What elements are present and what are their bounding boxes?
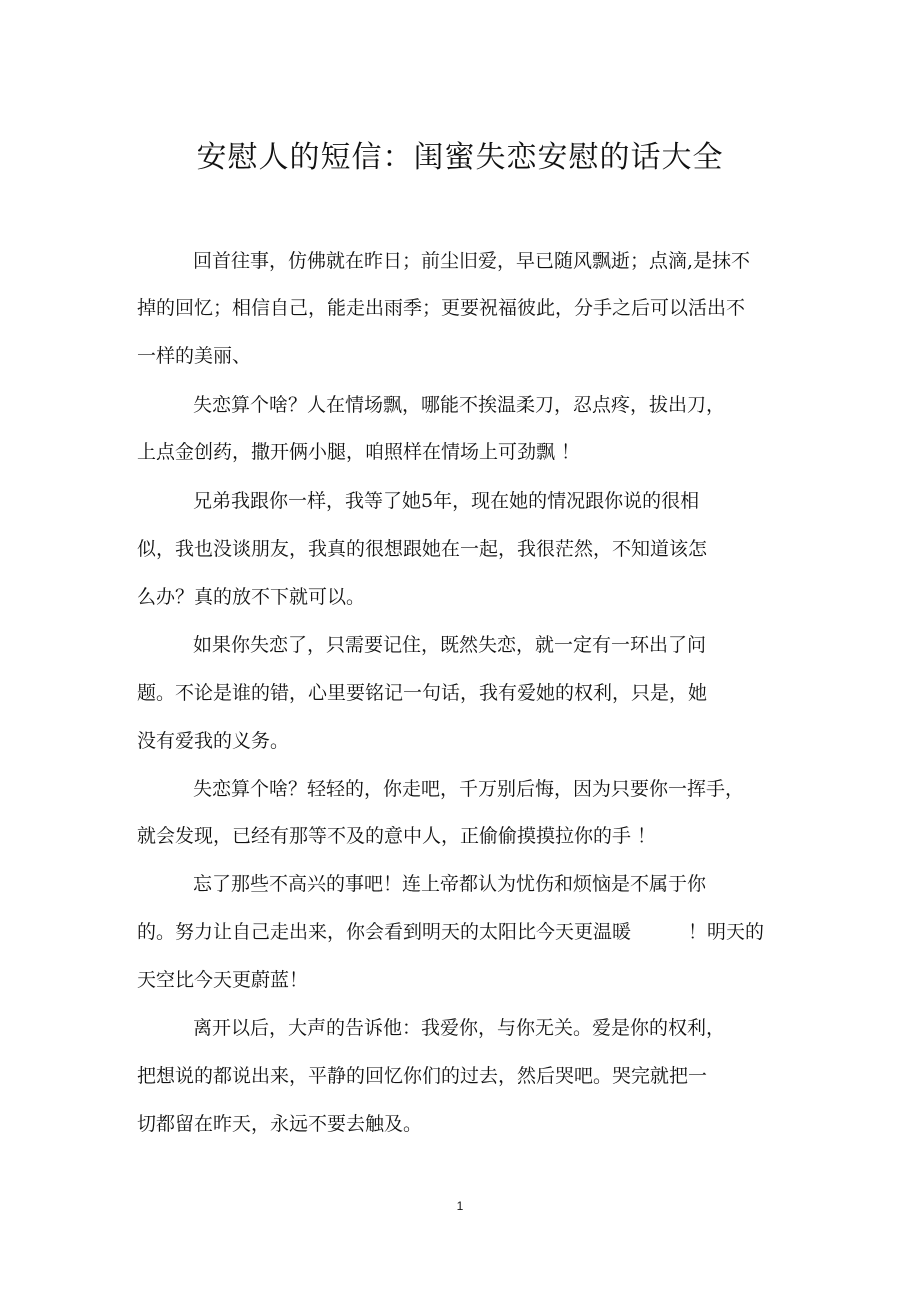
text-line: 的。努力让自己走出来，你会看到明天的太阳比今天更温暖 ！明天的 — [137, 921, 765, 943]
page-title: 安慰人的短信：闺蜜失恋安慰的话大全 — [196, 140, 724, 175]
text-line: 把想说的都说出来，平静的回忆你们的过去，然后哭吧。哭完就把一 — [137, 1065, 708, 1087]
text-line: 就会发现，已经有那等不及的意中人，正偷偷摸摸拉你的手 ！ — [137, 825, 657, 847]
text-line: 天空比今天更蔚蓝！ — [137, 969, 309, 991]
text-line: 失恋算个啥？轻轻的，你走吧，千万别后悔，因为只要你一挥手， — [193, 778, 745, 800]
page-number: 1 — [456, 1199, 464, 1213]
text-line: 如果你失恋了，只需要记住，既然失恋，就一定有一环出了问 — [193, 634, 707, 656]
text-line: 题。不论是谁的错，心里要铭记一句话，我有爱她的权利，只是，她 — [137, 682, 708, 704]
text-line: 失恋算个啥？人在情场飘，哪能不挨温柔刀，忍点疼，拔出刀， — [193, 394, 726, 416]
text-line: 兄弟我跟你一样，我等了她5年，现在她的情况跟你说的很相 — [193, 490, 700, 512]
text-line: 似，我也没谈朋友，我真的很想跟她在一起，我很茫然，不知道该怎 — [137, 538, 708, 560]
text-line: 离开以后，大声的告诉他：我爱你，与你无关。爱是你的权利， — [193, 1017, 726, 1039]
text-line: 切都留在昨天，永远不要去触及。 — [137, 1113, 423, 1135]
text-line: 么办？真的放不下就可以。 — [137, 586, 366, 608]
text-line: 一样的美丽、 — [137, 345, 252, 367]
text-line: 忘了那些不高兴的事吧！连上帝都认为忧伤和烦恼是不属于你 — [193, 873, 707, 895]
text-line: 没有爱我的义务。 — [137, 730, 290, 752]
text-line: 回首往事，仿佛就在昨日；前尘旧爱，早已随风飘逝；点滴,是抹不 — [193, 250, 751, 272]
text-line: 上点金创药，撒开俩小腿，咱照样在情场上可劲飘 ！ — [137, 441, 581, 463]
text-line: 掉的回忆；相信自己，能走出雨季；更要祝福彼此，分手之后可以活出不 — [137, 297, 746, 319]
